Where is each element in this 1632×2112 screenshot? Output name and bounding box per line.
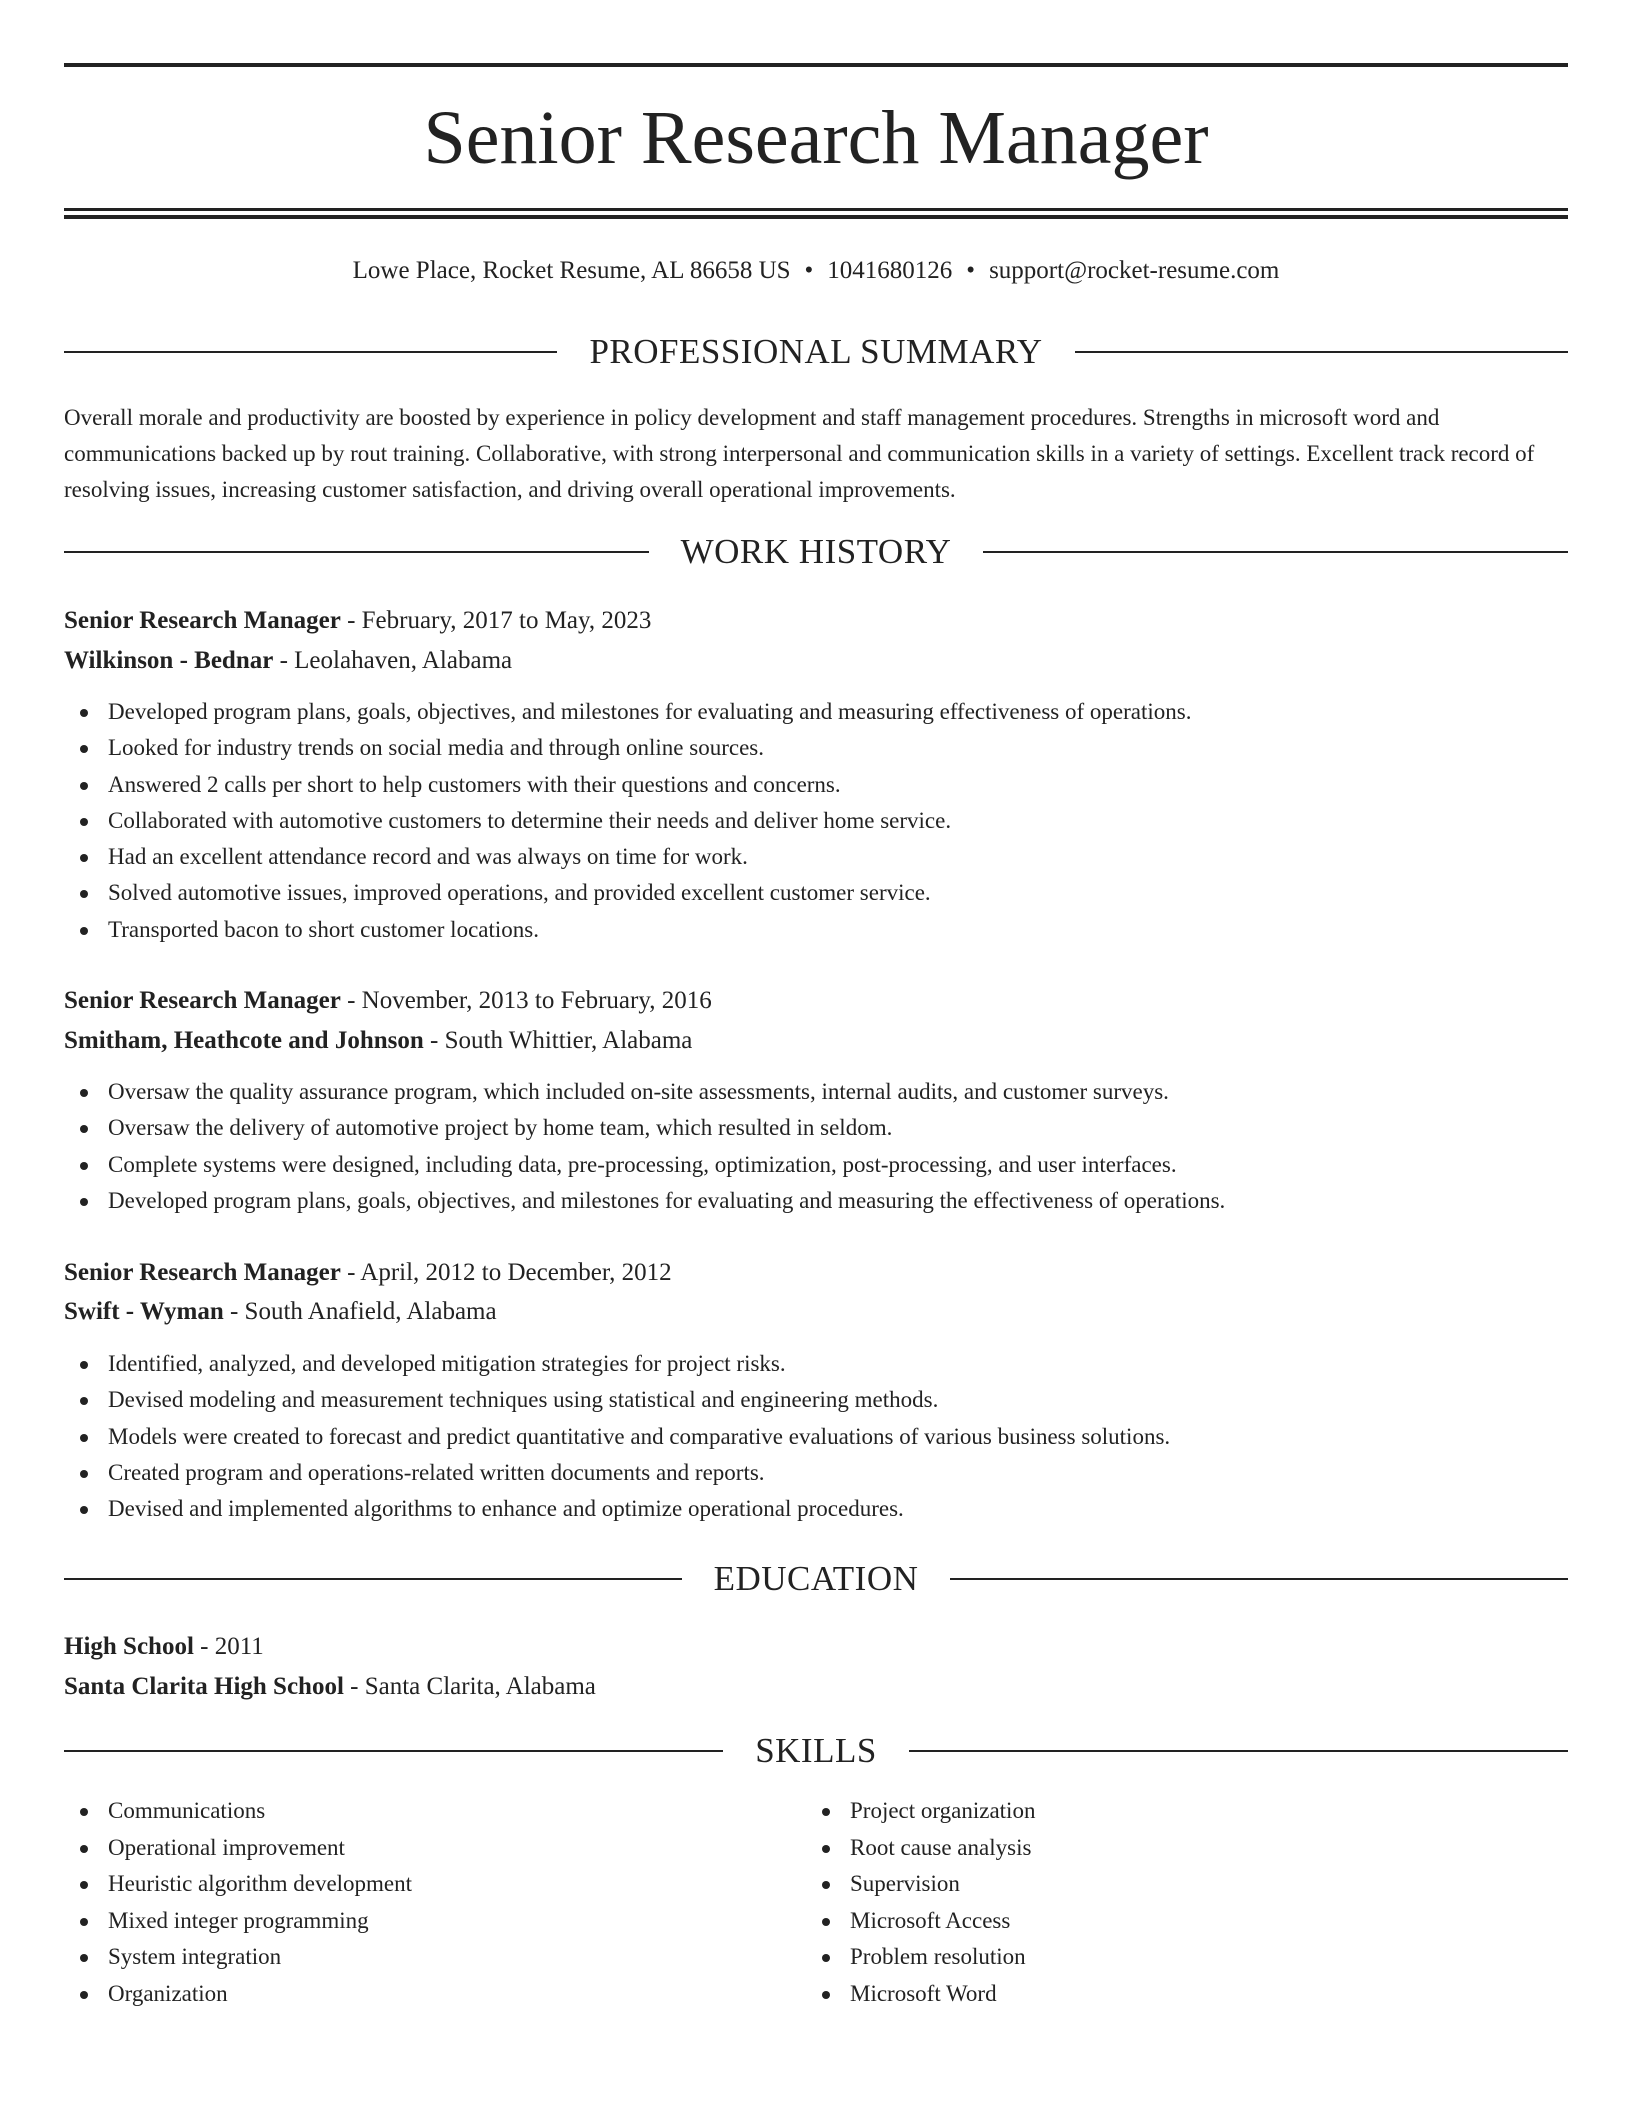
list-item: Developed program plans, goals, objectives, and milestones for evaluating and measuring effectiveness of operations. xyxy=(64,694,1568,730)
job-title-line xyxy=(64,983,1568,1019)
skill-item: Root cause analysis xyxy=(806,1830,1506,1867)
job-company: Swift - Wyman xyxy=(64,1298,224,1325)
list-item: Complete systems were designed, including data, pre-processing, optimization, post-processing, and user interfaces. xyxy=(64,1147,1568,1183)
skill-item: Communications xyxy=(64,1793,764,1830)
skill-item: Mixed integer programming xyxy=(64,1903,764,1940)
skill-item: Supervision xyxy=(806,1866,1506,1903)
contact-phone: 1041680126 xyxy=(827,257,953,284)
section-title: WORK HISTORY xyxy=(680,532,952,571)
job-dates: - November, 2013 to February, 2016 xyxy=(340,987,712,1014)
job-dates: - April, 2012 to December, 2012 xyxy=(340,1259,672,1286)
job-company-line xyxy=(64,1294,1568,1330)
contact-line xyxy=(64,254,1568,288)
divider xyxy=(1075,351,1568,353)
skill-item: Operational improvement xyxy=(64,1830,764,1867)
education-school-line xyxy=(64,1669,1568,1705)
divider xyxy=(64,1750,723,1752)
list-item: Created program and operations-related written documents and reports. xyxy=(64,1455,1568,1491)
skill-item: Microsoft Word xyxy=(806,1976,1506,2013)
job-location: - South Whittier, Alabama xyxy=(423,1027,693,1054)
skills-list-left xyxy=(64,1793,764,2013)
section-heading-summary xyxy=(64,330,1568,374)
list-item: Looked for industry trends on social media and through online sources. xyxy=(64,730,1568,766)
section-title: PROFESSIONAL SUMMARY xyxy=(589,332,1043,371)
job-company-line xyxy=(64,1023,1568,1059)
education-location: - Santa Clarita, Alabama xyxy=(343,1673,596,1700)
section-heading-skills xyxy=(64,1729,1568,1773)
divider xyxy=(983,551,1568,553)
list-item: Answered 2 calls per short to help customers with their questions and concerns. xyxy=(64,767,1568,803)
skill-item: System integration xyxy=(64,1939,764,1976)
contact-separator: • xyxy=(804,257,814,284)
education-year: - 2011 xyxy=(193,1633,264,1660)
section-title: SKILLS xyxy=(755,1731,877,1770)
job-title: Senior Research Manager xyxy=(64,1259,341,1286)
skill-item: Organization xyxy=(64,1976,764,2013)
job-company: Wilkinson - Bednar xyxy=(64,647,274,674)
header-bottom-rule-thick xyxy=(64,215,1568,219)
list-item: Models were created to forecast and predict quantitative and comparative evaluations of various business solutions. xyxy=(64,1419,1568,1455)
skill-item: Microsoft Access xyxy=(806,1903,1506,1940)
education-school: Santa Clarita High School xyxy=(64,1673,344,1700)
list-item: Oversaw the delivery of automotive project by home team, which resulted in seldom. xyxy=(64,1110,1568,1146)
skill-item: Project organization xyxy=(806,1793,1506,1830)
header-top-rule xyxy=(64,63,1568,67)
candidate-name: Senior Research Manager xyxy=(423,96,1209,180)
job-title-line xyxy=(64,603,1568,639)
list-item: Had an excellent attendance record and was always on time for work. xyxy=(64,839,1568,875)
list-item: Devised modeling and measurement techniques using statistical and engineering methods. xyxy=(64,1382,1568,1418)
skills-list-right xyxy=(806,1793,1506,2013)
list-item: Devised and implemented algorithms to enhance and optimize operational procedures. xyxy=(64,1491,1568,1527)
divider xyxy=(950,1578,1568,1580)
list-item: Identified, analyzed, and developed mitigation strategies for project risks. xyxy=(64,1346,1568,1382)
job-bullets xyxy=(64,694,1568,948)
list-item: Developed program plans, goals, objectives, and milestones for evaluating and measuring the effectiveness of operations. xyxy=(64,1183,1568,1219)
list-item: Transported bacon to short customer locations. xyxy=(64,912,1568,948)
list-item: Collaborated with automotive customers to determine their needs and deliver home service. xyxy=(64,803,1568,839)
divider xyxy=(64,351,557,353)
job-bullets xyxy=(64,1346,1568,1527)
skill-item: Problem resolution xyxy=(806,1939,1506,1976)
summary-text: Overall morale and productivity are boosted by experience in policy development and staff management procedures. Strengths in microsoft word and communications backed up by rout training. Collaborative, with strong interpersonal and communication skills in a variety of settings. Excellent track record of resolving issues, increasing customer satisfaction, and driving overall operational improvements. xyxy=(64,405,1535,502)
job-location: - Leolahaven, Alabama xyxy=(273,647,513,674)
job-title-line xyxy=(64,1255,1568,1291)
header-bottom-rule xyxy=(64,208,1568,211)
list-item: Solved automotive issues, improved operations, and provided excellent customer service. xyxy=(64,875,1568,911)
job-company: Smitham, Heathcote and Johnson xyxy=(64,1027,424,1054)
job-title: Senior Research Manager xyxy=(64,607,341,634)
job-location: - South Anafield, Alabama xyxy=(223,1298,497,1325)
section-title: EDUCATION xyxy=(713,1559,919,1598)
skill-item: Heuristic algorithm development xyxy=(64,1866,764,1903)
job-bullets xyxy=(64,1074,1568,1219)
education-degree-line xyxy=(64,1629,1568,1665)
divider xyxy=(64,1578,682,1580)
contact-separator: • xyxy=(966,257,976,284)
section-heading-education xyxy=(64,1557,1568,1601)
section-heading-work xyxy=(64,530,1568,574)
education-degree: High School xyxy=(64,1633,194,1660)
contact-address: Lowe Place, Rocket Resume, AL 86658 US xyxy=(352,257,791,284)
contact-email[interactable]: support@rocket-resume.com xyxy=(989,257,1280,284)
job-dates: - February, 2017 to May, 2023 xyxy=(340,607,652,634)
list-item: Oversaw the quality assurance program, which included on-site assessments, internal audits, and customer surveys. xyxy=(64,1074,1568,1110)
divider xyxy=(909,1750,1568,1752)
divider xyxy=(64,551,649,553)
job-title: Senior Research Manager xyxy=(64,987,341,1014)
job-company-line xyxy=(64,643,1568,679)
